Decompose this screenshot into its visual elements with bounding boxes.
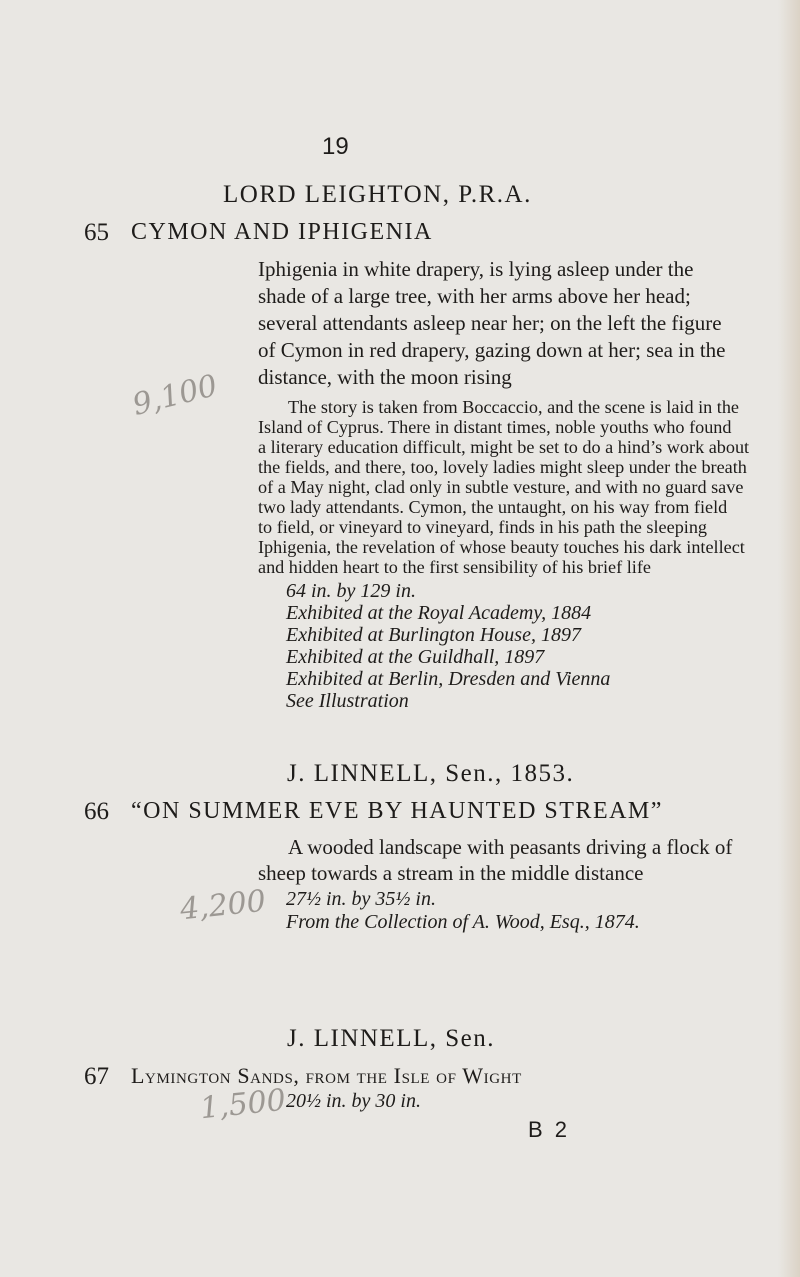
lot67-dimensions: 20½ in. by 30 in. xyxy=(286,1090,421,1112)
lot66-description-line: A wooded landscape with peasants driving a flock of xyxy=(288,835,733,859)
lot65-exhibition: Exhibited at the Royal Academy, 1884 xyxy=(286,602,592,624)
lot-title-66: “ON SUMMER EVE BY HAUNTED STREAM” xyxy=(131,798,663,824)
lot65-dimensions: 64 in. by 129 in. xyxy=(286,580,416,602)
lot65-description-line: several attendants asleep near her; on the left the figure xyxy=(258,311,722,335)
lot-title-67: Lymington Sands, from the Isle of Wight xyxy=(131,1063,522,1088)
lot65-story-line: a literary education difficult, might be set to do a hind’s work about xyxy=(258,437,750,457)
lot66-description-line: sheep towards a stream in the middle distance xyxy=(258,861,644,885)
lot65-story-line: and hidden heart to the first sensibility of his brief life xyxy=(258,557,651,577)
artist-heading-linnell: J. LINNELL, Sen. xyxy=(287,1025,495,1052)
lot65-story-line: Iphigenia, the revelation of whose beauty touches his dark intellect xyxy=(258,537,745,557)
artist-heading-leighton: LORD LEIGHTON, P.R.A. xyxy=(223,181,532,208)
lot65-story-line: of a May night, clad only in subtle vesture, and with no guard save xyxy=(258,477,744,497)
lot-number-66: 66 xyxy=(84,798,109,825)
lot66-dimensions: 27½ in. by 35½ in. xyxy=(286,888,436,910)
page-number: 19 xyxy=(322,133,349,160)
lot65-description-line: of Cymon in red drapery, gazing down at her; sea in the xyxy=(258,338,726,362)
lot65-description-line: distance, with the moon rising xyxy=(258,365,512,389)
lot65-story-line: The story is taken from Boccaccio, and the scene is laid in the xyxy=(288,397,740,417)
lot65-story-line: two lady attendants. Cymon, the untaught, on his way from field xyxy=(258,497,728,517)
page-edge-stain xyxy=(778,0,800,1277)
lot-number-65: 65 xyxy=(84,219,109,246)
lot65-exhibition: Exhibited at Burlington House, 1897 xyxy=(286,624,581,646)
signature-mark: B 2 xyxy=(528,1117,571,1142)
lot65-exhibition: Exhibited at the Guildhall, 1897 xyxy=(286,646,545,668)
lot65-exhibition: Exhibited at Berlin, Dresden and Vienna xyxy=(286,668,611,690)
lot65-story-line: Island of Cyprus. There in distant times, noble youths who found xyxy=(258,417,732,437)
pencil-price-note: 1,500 xyxy=(198,1082,288,1127)
lot65-illustration-note: See Illustration xyxy=(286,690,409,712)
pencil-price-note: 9,100 xyxy=(129,368,221,423)
lot66-provenance: From the Collection of A. Wood, Esq., 1874. xyxy=(286,911,640,933)
lot65-story-line: the fields, and there, too, lovely ladies might sleep under the breath xyxy=(258,457,747,477)
pencil-price-note: 4,200 xyxy=(178,883,268,928)
lot65-description-line: Iphigenia in white drapery, is lying asleep under the xyxy=(258,257,694,281)
lot65-description-line: shade of a large tree, with her arms above her head; xyxy=(258,284,691,308)
lot-title-65: CYMON AND IPHIGENIA xyxy=(131,219,433,245)
lot65-story-line: to field, or vineyard to vineyard, finds in his path the sleeping xyxy=(258,517,708,537)
lot-number-67: 67 xyxy=(84,1063,109,1090)
artist-heading-linnell: J. LINNELL, Sen., 1853. xyxy=(287,760,575,787)
